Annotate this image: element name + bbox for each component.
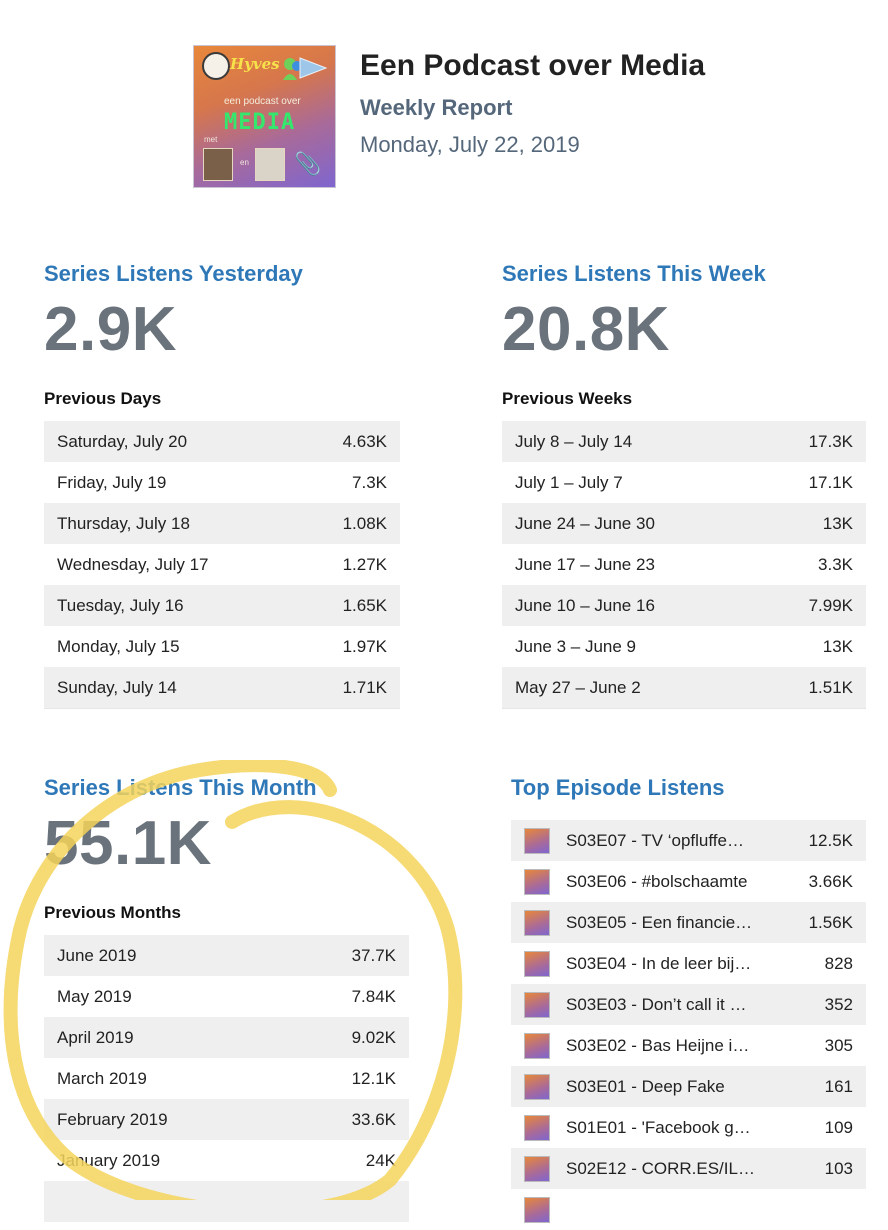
table-row <box>44 1058 409 1099</box>
host-photo-2 <box>255 148 285 181</box>
logo-tagline: een podcast over <box>224 96 301 107</box>
episode-thumbnail <box>524 1033 550 1059</box>
table-row <box>502 421 866 462</box>
table-row <box>44 585 400 626</box>
row-value: 13K <box>822 636 853 656</box>
episode-title: S03E06 - #bolschaamte <box>566 871 748 891</box>
row-value: 1.27K <box>342 554 387 574</box>
episode-listens: 3.66K <box>808 871 853 891</box>
row-value: 1.65K <box>342 595 387 615</box>
row-value: 17.3K <box>808 431 853 451</box>
episode-thumbnail <box>524 1197 550 1223</box>
row-value: 3.3K <box>818 554 853 574</box>
row-label: Friday, July 19 <box>57 472 167 492</box>
table-row <box>44 544 400 585</box>
row-label: Saturday, July 20 <box>57 431 188 451</box>
stats-table <box>44 421 400 709</box>
row-label: May 2019 <box>57 986 132 1006</box>
top-episodes-section <box>511 775 866 1230</box>
paperclip-icon: 📎 <box>294 151 322 176</box>
previous-label: Previous Months <box>44 903 181 922</box>
episodes-table <box>511 820 866 1230</box>
row-value: 4.63K <box>342 431 387 451</box>
episode-thumbnail <box>524 992 550 1018</box>
logo-en-text: en <box>240 158 249 167</box>
episode-listens: 828 <box>824 953 853 973</box>
row-value: 7.84K <box>351 986 396 1006</box>
episode-thumbnail <box>524 910 550 936</box>
row-label: Tuesday, July 16 <box>57 595 184 615</box>
table-row <box>44 935 409 976</box>
episode-title: S02E12 - CORR.ES/IL… <box>566 1158 755 1178</box>
table-row <box>44 667 400 708</box>
napster-cat-icon <box>202 52 230 80</box>
row-label: February 2019 <box>57 1109 168 1129</box>
row-value: 1.51K <box>808 677 853 697</box>
yesterday-section <box>44 261 400 709</box>
episode-thumbnail <box>524 1156 550 1182</box>
episode-title: S01E01 - 'Facebook g… <box>566 1117 751 1137</box>
row-label: March 2019 <box>57 1068 147 1088</box>
row-label: Thursday, July 18 <box>57 513 190 533</box>
section-title: Top Episode Listens <box>511 775 725 800</box>
row-label: June 3 – June 9 <box>515 636 636 656</box>
report-subtitle: Weekly Report <box>360 95 513 120</box>
big-stat: 2.9K <box>44 295 177 364</box>
episode-row[interactable] <box>511 984 866 1025</box>
table-row <box>44 1017 409 1058</box>
logo-met-text: met <box>204 135 218 144</box>
row-value: 9.02K <box>351 1027 396 1047</box>
big-stat: 20.8K <box>502 295 670 364</box>
episode-title: S03E05 - Een financie… <box>566 912 753 932</box>
row-value: 1.71K <box>342 677 387 697</box>
month-section <box>44 775 409 1222</box>
episode-row-partial[interactable] <box>511 1189 866 1230</box>
episode-thumbnail <box>524 869 550 895</box>
table-row <box>502 462 866 503</box>
row-label: June 17 – June 23 <box>515 554 655 574</box>
episode-listens: 103 <box>824 1158 853 1178</box>
table-row <box>44 503 400 544</box>
row-label: July 8 – July 14 <box>515 431 633 451</box>
podcast-title: Een Podcast over Media <box>360 49 706 82</box>
episode-listens: 12.5K <box>808 830 853 850</box>
row-label: Wednesday, July 17 <box>57 554 209 574</box>
row-label: June 24 – June 30 <box>515 513 655 533</box>
episode-title: S03E03 - Don’t call it … <box>566 994 747 1014</box>
row-value: 17.1K <box>808 472 853 492</box>
podcast-logo <box>193 45 336 188</box>
episode-row[interactable] <box>511 943 866 984</box>
row-value: 7.3K <box>352 472 387 492</box>
row-label: May 27 – June 2 <box>515 677 641 697</box>
episode-listens: 305 <box>824 1035 853 1055</box>
row-label: June 2019 <box>57 945 137 965</box>
episode-row[interactable] <box>511 861 866 902</box>
logo-brand-text: Hyves <box>230 55 280 73</box>
previous-label: Previous Days <box>44 389 162 408</box>
previous-label: Previous Weeks <box>502 389 633 408</box>
episode-row[interactable] <box>511 1066 866 1107</box>
big-stat: 55.1K <box>44 809 212 878</box>
row-value: 12.1K <box>351 1068 396 1088</box>
episode-title: S03E07 - TV ‘opfluffe… <box>566 830 744 850</box>
section-title: Series Listens Yesterday <box>44 261 303 286</box>
row-label: July 1 – July 7 <box>515 472 623 492</box>
episode-title: S03E01 - Deep Fake <box>566 1076 725 1096</box>
episode-listens: 109 <box>824 1117 853 1137</box>
episode-listens: 161 <box>824 1076 853 1096</box>
episode-thumbnail <box>524 1115 550 1141</box>
row-value: 1.97K <box>342 636 387 656</box>
episode-row[interactable] <box>511 1025 866 1066</box>
report-date: Monday, July 22, 2019 <box>360 132 580 157</box>
table-row <box>44 1140 409 1181</box>
row-label: April 2019 <box>57 1027 134 1047</box>
episode-thumbnail <box>524 951 550 977</box>
row-value: 33.6K <box>351 1109 396 1129</box>
table-row <box>44 976 409 1017</box>
episode-row[interactable] <box>511 1148 866 1189</box>
row-label: Monday, July 15 <box>57 636 180 656</box>
row-label: June 10 – June 16 <box>515 595 655 615</box>
table-row <box>44 421 400 462</box>
table-row <box>44 462 400 503</box>
table-row <box>44 626 400 667</box>
row-value: 24K <box>365 1150 396 1170</box>
row-value: 7.99K <box>808 595 853 615</box>
episode-row[interactable] <box>511 1107 866 1148</box>
row-value: 13K <box>822 513 853 533</box>
section-title: Series Listens This Week <box>502 261 766 286</box>
report-header <box>193 45 813 190</box>
episode-title: S03E04 - In de leer bij… <box>566 953 752 973</box>
row-label: Sunday, July 14 <box>57 677 177 697</box>
stats-table <box>502 421 866 709</box>
episode-title: S03E02 - Bas Heijne i… <box>566 1035 750 1055</box>
section-title: Series Listens This Month <box>44 775 317 800</box>
table-row <box>502 544 866 585</box>
msn-messenger-icon <box>280 54 328 82</box>
host-photo-1 <box>203 148 233 181</box>
table-row-partial <box>44 1181 409 1222</box>
row-value: 1.08K <box>342 513 387 533</box>
episode-thumbnail <box>524 1074 550 1100</box>
logo-media-text: MEDIA <box>224 110 296 135</box>
table-row <box>502 503 866 544</box>
episode-thumbnail <box>524 828 550 854</box>
row-label: January 2019 <box>57 1150 161 1170</box>
table-row <box>502 585 866 626</box>
table-row <box>44 1099 409 1140</box>
table-row <box>502 667 866 708</box>
week-section <box>502 261 866 709</box>
episode-listens: 352 <box>824 994 853 1014</box>
episode-listens: 1.56K <box>808 912 853 932</box>
stats-table <box>44 935 409 1222</box>
episode-row[interactable] <box>511 902 866 943</box>
episode-row[interactable] <box>511 820 866 861</box>
table-row <box>502 626 866 667</box>
row-value: 37.7K <box>351 945 396 965</box>
